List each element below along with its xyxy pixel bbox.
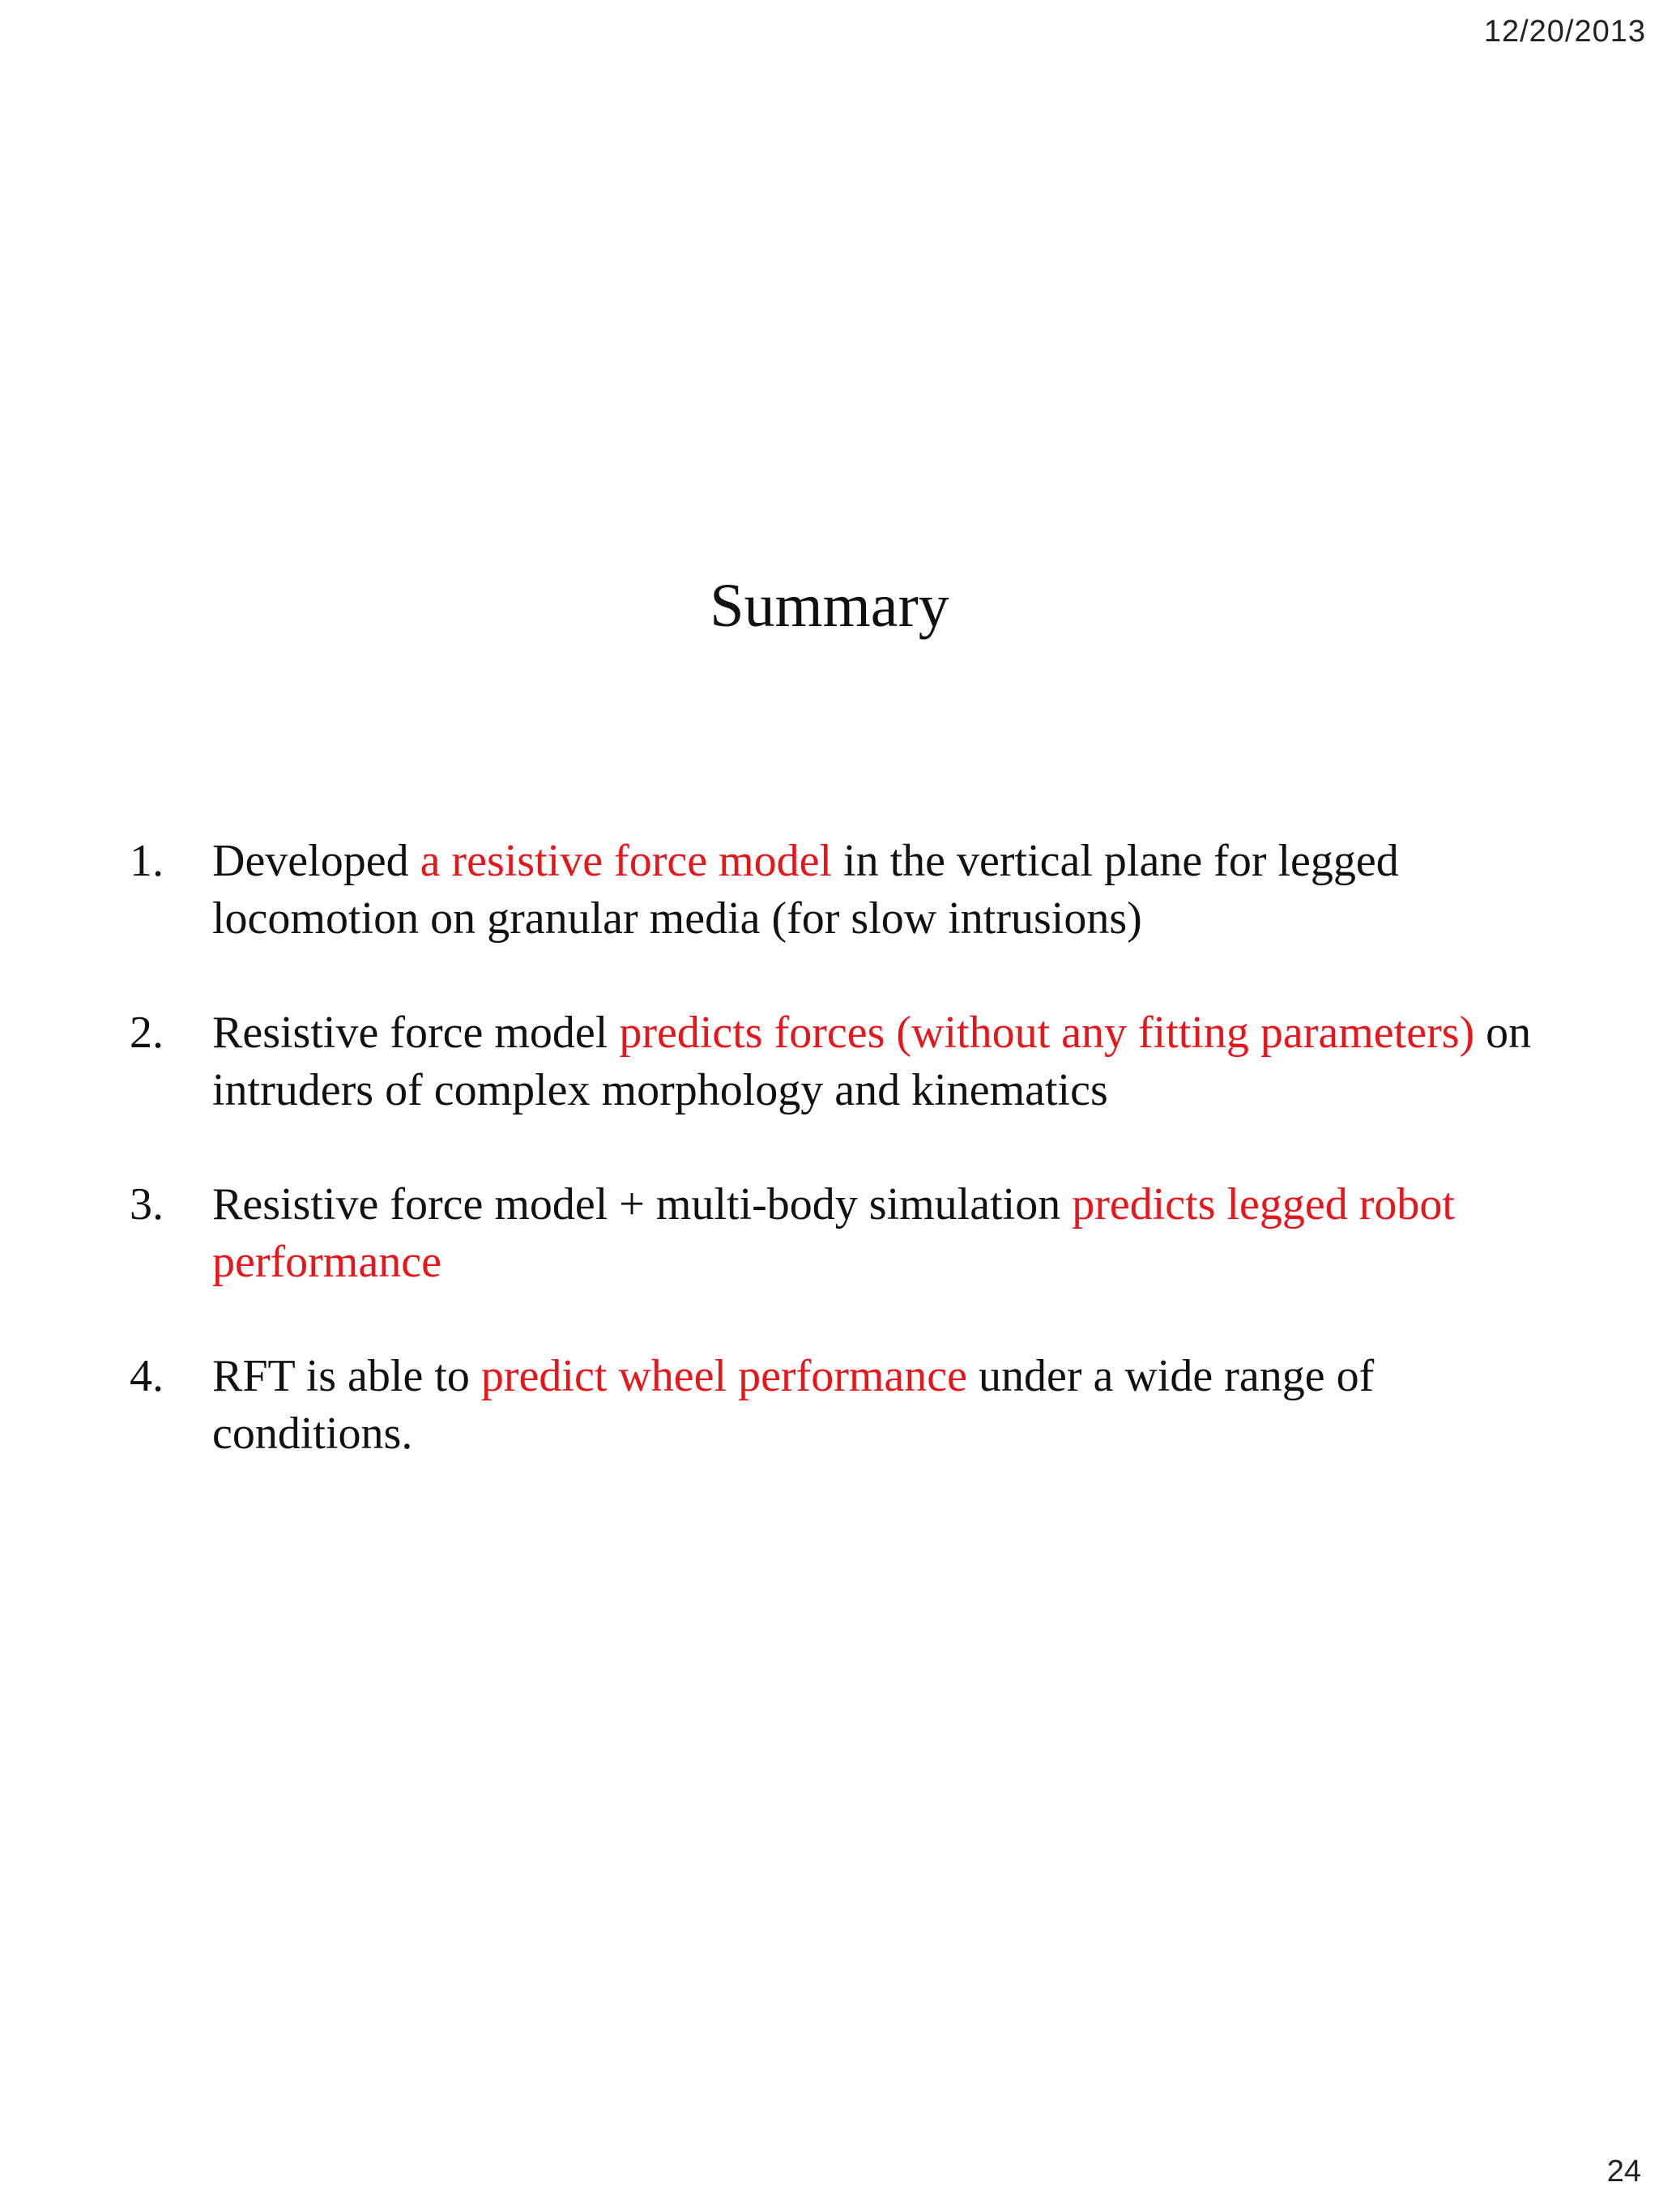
slide-date: 12/20/2013 <box>1483 15 1646 49</box>
item-text-part: Developed <box>212 836 420 886</box>
summary-item <box>130 1004 1555 1119</box>
item-text-part: on intruders of complex morphology and kinematics <box>212 1008 1532 1115</box>
summary-item <box>130 1176 1555 1291</box>
item-text-part: RFT is able to <box>212 1351 481 1401</box>
slide-title: Summary <box>710 572 949 640</box>
item-number: 1. <box>130 836 164 886</box>
item-text <box>212 1348 1555 1463</box>
item-text-part: Resistive force model <box>212 1008 620 1058</box>
item-text <box>212 1004 1555 1119</box>
summary-item <box>130 833 1555 948</box>
item-text-part: Resistive force model + multi-body simulation <box>212 1179 1073 1230</box>
page-number: 24 <box>1606 2154 1641 2189</box>
item-number: 4. <box>130 1351 164 1401</box>
item-text-part: under a wide range of conditions. <box>212 1351 1375 1459</box>
item-number: 3. <box>130 1179 164 1230</box>
item-text <box>212 833 1555 948</box>
item-number: 2. <box>130 1008 164 1058</box>
item-highlight: a resistive force model <box>420 836 833 886</box>
item-text-part: in the vertical plane for legged locomotion on granular media (for slow intrusions) <box>212 836 1399 944</box>
summary-item <box>130 1348 1555 1463</box>
item-highlight: predict wheel performance <box>480 1351 967 1401</box>
item-highlight: predicts legged robot performance <box>212 1179 1455 1287</box>
summary-list <box>130 833 1555 1519</box>
item-highlight: predicts forces (without any fitting parameters) <box>619 1008 1475 1058</box>
item-text <box>212 1176 1555 1291</box>
